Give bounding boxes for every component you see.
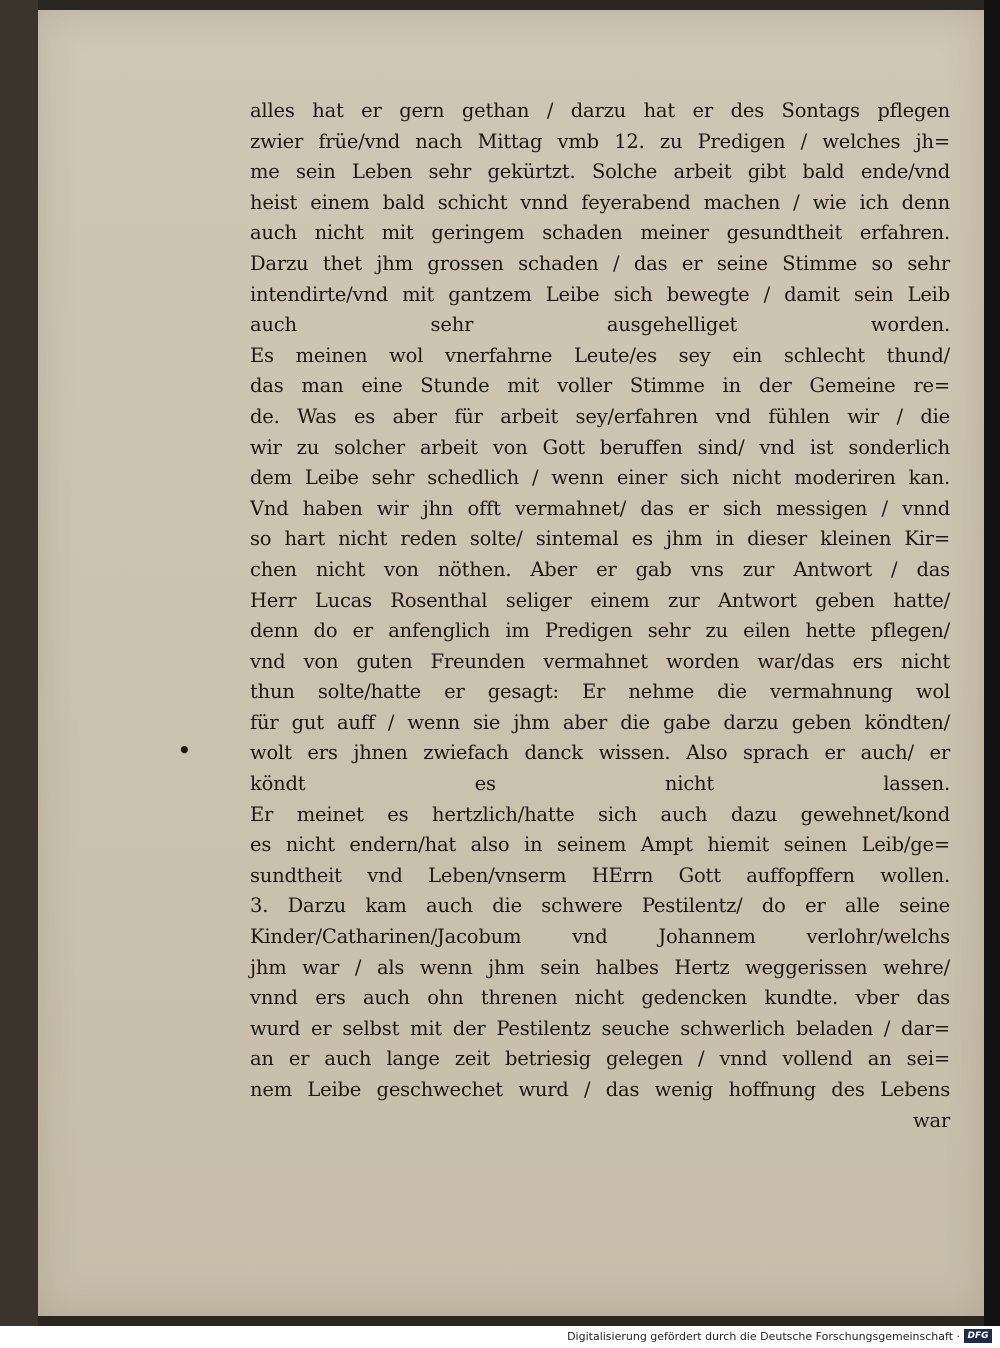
scan-edge-left: [0, 0, 38, 1326]
text-line: intendirte/vnd mit gantzem Leibe sich bewegte / damit sein Leib: [250, 282, 950, 306]
text-line: Darzu thet jhm grossen schaden / das er seine Stimme so sehr: [250, 251, 950, 275]
text-line: für gut auff / wenn sie jhm aber die gabe darzu geben köndten/: [250, 710, 950, 734]
text-line: Es meinen wol vnerfahrne Leute/es sey ein schlecht thund/: [250, 343, 950, 367]
text-line: Herr Lucas Rosenthal seliger einem zur Antwort geben hatte/: [250, 588, 950, 612]
footer-bar: [0, 1326, 1000, 1348]
body-text: [250, 96, 950, 1136]
text-line: so hart nicht reden solte/ sintemal es jhm in dieser kleinen Kir=: [250, 527, 950, 551]
text-line: Kinder/Catharinen/Jacobum vnd Johannem verlohr/welchs: [250, 925, 950, 949]
text-line: wurd er selbst mit der Pestilentz seuche schwerlich beladen / dar=: [250, 1016, 950, 1040]
text-line: Vnd haben wir jhn offt vermahnet/ das er sich messigen / vnnd: [250, 496, 950, 520]
text-line: nem Leibe geschwechet wurd / das wenig hoffnung des Lebens: [250, 1078, 950, 1101]
text-line: auch nicht mit geringem schaden meiner gesundtheit erfahren.: [250, 221, 950, 245]
dfg-logo: DFG: [964, 1329, 992, 1343]
text-line: heist einem bald schicht vnnd feyerabend machen / wie ich denn: [250, 190, 950, 214]
text-line: köndt es nicht lassen.: [250, 772, 950, 796]
text-line: vnd von guten Freunden vermahnet worden war/das ers nicht: [250, 649, 950, 673]
footer-credit: Digitalisierung gefördert durch die Deutsche Forschungsgemeinschaft ·: [567, 1330, 960, 1343]
text-line: dem Leibe sehr schedlich / wenn einer sich nicht moderiren kan.: [250, 466, 950, 490]
text-line: me sein Leben sehr gekürtzt. Solche arbeit gibt bald ende/vnd: [250, 160, 950, 184]
text-line: alles hat er gern gethan / darzu hat er des Sontags pflegen: [250, 99, 950, 122]
text-line: chen nicht von nöthen. Aber er gab vns zur Antwort / das: [250, 557, 950, 581]
scan-edge-right: [984, 0, 1000, 1326]
text-line: es nicht endern/hat also in seinem Ampt hiemit seinen Leib/ge=: [250, 833, 950, 857]
text-line: vnnd ers auch ohn threnen nicht gedencken kundte. vber das: [250, 986, 950, 1010]
text-line: auch sehr ausgehelliget worden.: [250, 313, 950, 337]
text-line: thun solte/hatte er gesagt: Er nehme die vermahnung wol: [250, 680, 950, 704]
text-line: denn do er anfenglich im Predigen sehr zu eilen hette pflegen/: [250, 619, 950, 643]
text-line: Er meinet es hertzlich/hatte sich auch dazu gewehnet/kond: [250, 802, 950, 826]
text-line: 3. Darzu kam auch die schwere Pestilentz/ do er alle seine: [250, 894, 950, 918]
text-line: jhm war / als wenn jhm sein halbes Hertz weggerissen wehre/: [250, 955, 950, 979]
text-line: wir zu solcher arbeit von Gott beruffen sind/ vnd ist sonderlich: [250, 435, 950, 459]
text-line: zwier früe/vnd nach Mittag vmb 12. zu Predigen / welches jh=: [250, 129, 950, 153]
text-line: das man eine Stunde mit voller Stimme in der Gemeine re=: [250, 374, 950, 398]
margin-mark: •: [178, 738, 191, 762]
text-line: de. Was es aber für arbeit sey/erfahren vnd fühlen wir / die: [250, 404, 950, 428]
text-line: an er auch lange zeit betriesig gelegen / vnnd vollend an sei=: [250, 1047, 950, 1071]
text-line: sundtheit vnd Leben/vnserm HErrn Gott auffopffern wollen.: [250, 863, 950, 887]
text-line: wolt ers jhnen zwiefach danck wissen. Also sprach er auch/ er: [250, 741, 950, 765]
text-line: war: [912, 1108, 950, 1132]
